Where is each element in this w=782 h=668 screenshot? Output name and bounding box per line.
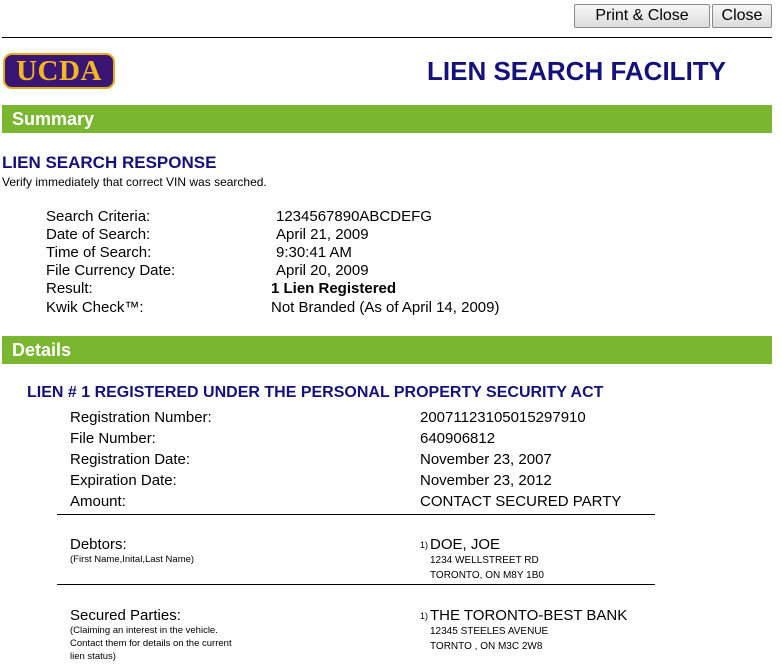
debtors-sublabel: (First Name,Inital,Last Name) [70, 554, 195, 565]
registration-date-value: November 23, 2007 [420, 451, 552, 468]
secured-party-address-line2: TORNTO , ON M3C 2W8 [430, 641, 543, 652]
expiration-date-label: Expiration Date: [70, 472, 177, 489]
time-of-search-label: Time of Search: [46, 244, 152, 261]
time-of-search-value: 9:30:41 AM [276, 244, 352, 261]
summary-bar-label: Summary [12, 109, 95, 129]
file-number-value: 640906812 [420, 430, 496, 447]
result-value: 1 Lien Registered [271, 280, 397, 297]
logo-text: UCDA [16, 55, 102, 87]
search-criteria-value: 1234567890ABCDEFG [276, 208, 432, 225]
file-number-label: File Number: [70, 430, 156, 447]
file-currency-date-value: April 20, 2009 [276, 262, 369, 279]
debtor-address-line2: TORONTO, ON M8Y 1B0 [430, 570, 544, 581]
close-button[interactable]: Close [712, 4, 772, 28]
secured-parties-note-line1: (Claiming an interest in the vehicle. [70, 625, 218, 636]
page-title: LIEN SEARCH FACILITY [427, 56, 727, 86]
expiration-date-value: November 23, 2012 [420, 472, 552, 489]
secured-parties-note-line2: Contact them for details on the current [70, 638, 232, 649]
secured-party-index: 1) [420, 611, 429, 621]
details-divider [57, 514, 655, 515]
lien-search-response-heading: LIEN SEARCH RESPONSE [2, 153, 217, 172]
secured-party-address-line1: 12345 STEELES AVENUE [430, 626, 549, 637]
details-bar-label: Details [12, 340, 72, 360]
verify-note: Verify immediately that correct VIN was searched. [2, 175, 267, 189]
registration-number-value: 20071123105015297910 [420, 409, 586, 426]
amount-label: Amount: [70, 493, 126, 510]
debtors-divider [57, 584, 655, 585]
debtor-index: 1) [420, 540, 429, 550]
ucda-logo [3, 53, 115, 89]
file-currency-date-label: File Currency Date: [46, 262, 176, 279]
registration-date-label: Registration Date: [70, 451, 191, 468]
search-criteria-label: Search Criteria: [46, 208, 151, 225]
kwik-check-label: Kwik Check™: [46, 299, 144, 316]
amount-value: CONTACT SECURED PARTY [420, 493, 622, 510]
secured-parties-note-line3: lien status) [70, 651, 116, 662]
debtors-label: Debtors: [70, 536, 127, 553]
kwik-check-value: Not Branded (As of April 14, 2009) [271, 299, 500, 316]
debtor-name: DOE, JOE [430, 536, 501, 553]
result-label: Result: [46, 280, 93, 297]
debtor-address-line1: 1234 WELLSTREET RD [430, 555, 539, 566]
date-of-search-label: Date of Search: [46, 226, 151, 243]
secured-party-name: THE TORONTO-BEST BANK [430, 607, 628, 624]
details-section-bar [2, 336, 772, 364]
date-of-search-value: April 21, 2009 [276, 226, 369, 243]
registration-number-label: Registration Number: [70, 409, 212, 426]
secured-parties-label: Secured Parties: [70, 607, 181, 624]
lien-heading: LIEN # 1 REGISTERED UNDER THE PERSONAL PROPERTY SECURITY ACT [27, 384, 604, 401]
summary-section-bar [2, 105, 772, 133]
print-close-button[interactable]: Print & Close [574, 4, 710, 28]
header-divider [2, 37, 772, 38]
